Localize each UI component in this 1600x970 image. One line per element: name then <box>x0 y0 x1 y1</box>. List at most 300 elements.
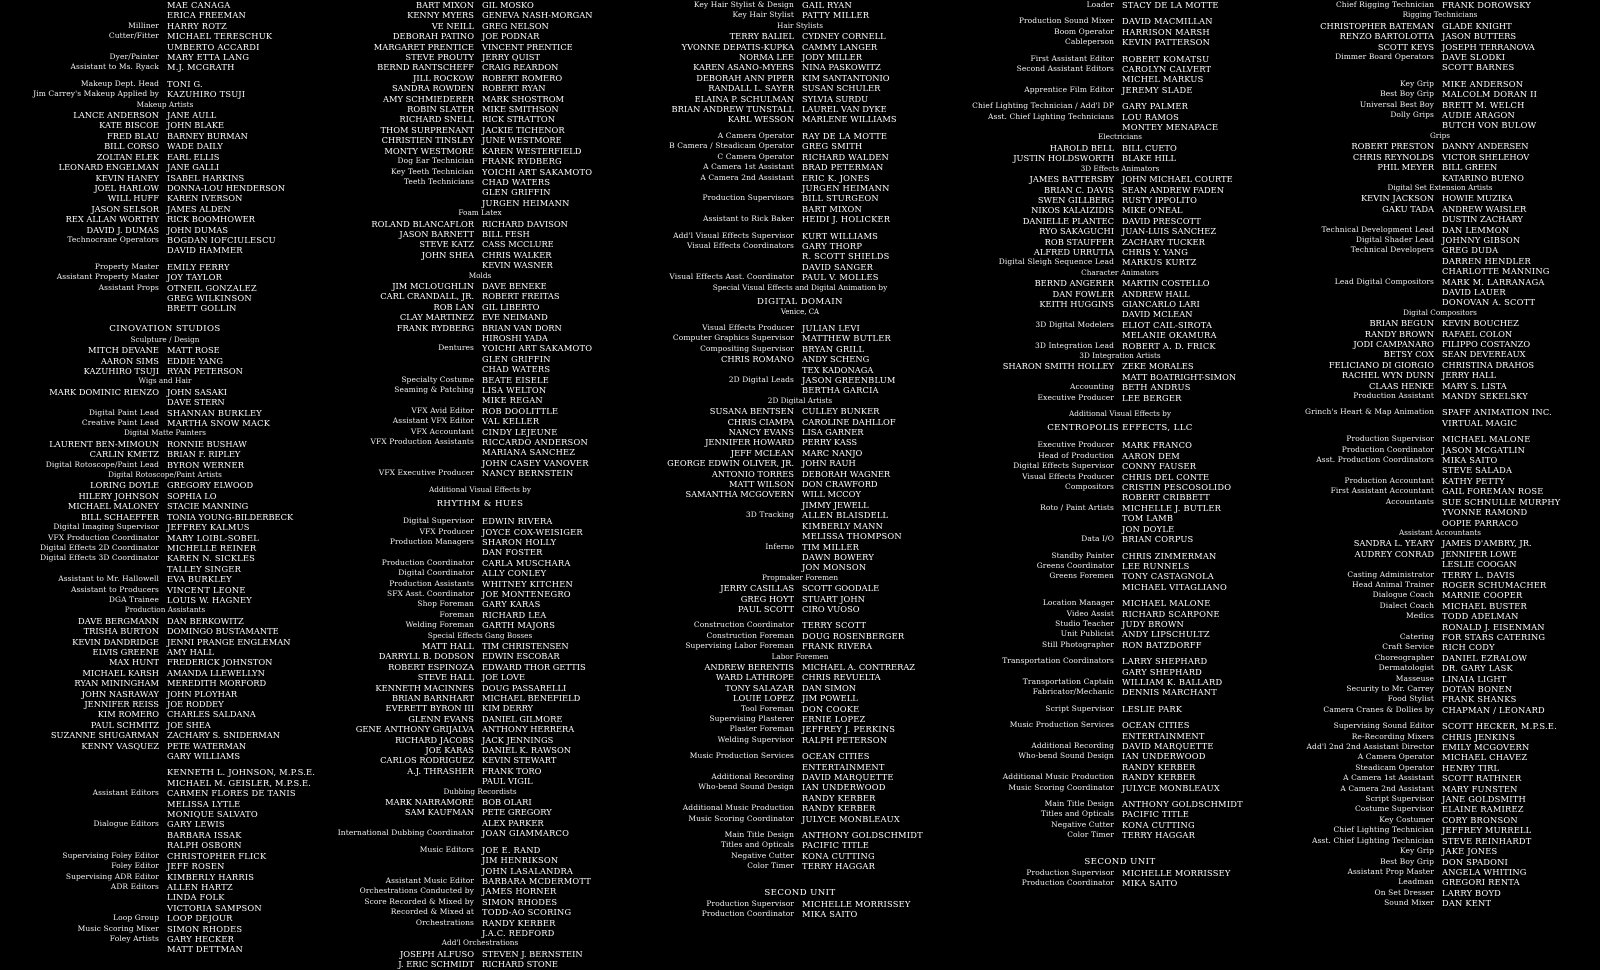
credit-name: DARREN HENDLER <box>1442 255 1531 266</box>
company-name: DIGITAL DOMAIN <box>757 296 843 307</box>
credit-role: Add'l Visual Effects Supervisor <box>673 230 794 240</box>
credit-name: BOB OLARI <box>482 797 532 808</box>
credit-name: SOPHIA LO <box>167 490 217 501</box>
name-pair <box>640 104 960 114</box>
credit-name: ROB DOOLITTLE <box>482 405 559 416</box>
credit-entry <box>1280 601 1600 611</box>
credit-entry <box>0 872 330 882</box>
credit-names <box>800 814 960 824</box>
credit-name: JASON MCGATLIN <box>1442 444 1526 455</box>
credit-names <box>1120 868 1280 878</box>
credit-entry <box>960 382 1280 392</box>
credit-role: Asst. Chief Lighting Technician <box>1311 835 1434 845</box>
credit-role: Music Scoring Coordinator <box>688 813 794 823</box>
credit-name: HAROLD BELL <box>1049 142 1114 153</box>
credit-name: GARY HECKER <box>167 933 235 944</box>
credit-name: SUZANNE SHUGARMAN <box>50 730 159 741</box>
credit-name: DAVID MACMILLAN <box>1122 16 1213 27</box>
credit-name: JOE E. RAND <box>482 844 541 855</box>
credit-name: ENTERTAINMENT <box>1122 730 1205 741</box>
section-header: Digital Set Extension Artists <box>1387 182 1493 192</box>
credit-role: Production Supervisor <box>1026 867 1114 877</box>
credit-names <box>165 262 330 272</box>
name-pair <box>320 703 640 713</box>
credit-name: KAZUHIRO TSUJI <box>83 366 159 376</box>
credit-name: DOMINGO BUSTAMANTE <box>167 626 279 637</box>
credit-role: Digital Supervisor <box>402 516 474 526</box>
name-pair <box>320 641 640 651</box>
credit-entry <box>640 782 960 803</box>
credit-name: CAROLYN CALVERT <box>1122 64 1212 75</box>
credit-name: SEAN DEVEREAUX <box>1442 349 1526 360</box>
credit-name: DON COOKE <box>802 703 860 714</box>
credit-names <box>1120 54 1280 64</box>
credit-entry <box>640 631 960 641</box>
credit-name: ELAINA P. SCHULMAN <box>694 93 794 104</box>
credit-name: OCEAN CITIES <box>1122 720 1190 731</box>
credit-name: STEVE SALADA <box>1442 465 1513 476</box>
credit-names <box>480 427 640 437</box>
credit-name: TODD-AO SCORING <box>482 907 572 918</box>
credit-name: LEONARD ENGELMAN <box>58 162 159 173</box>
credit-name: DAN FOSTER <box>482 547 543 558</box>
credit-name: LAURENT BEN-MIMOUN <box>49 438 159 449</box>
credit-name: RANDY KERBER <box>802 792 876 803</box>
credit-name: WARD LATHROPE <box>715 672 794 683</box>
name-pair <box>640 42 960 52</box>
credit-name: JOE RODDEY <box>167 699 224 709</box>
credit-names <box>1440 752 1600 762</box>
credit-name: MONIQUE SALVATO <box>167 809 258 820</box>
credit-name: DAWN BOWERY <box>802 551 875 562</box>
credit-name: BILL FESH <box>482 228 530 239</box>
section-header: Makeup Artists <box>136 99 194 109</box>
credit-name: BOGDAN IOFCIULESCU <box>167 234 276 245</box>
credit-name <box>0 397 165 407</box>
credit-entry <box>320 437 640 468</box>
name-pair <box>1280 214 1600 224</box>
credit-name: CRAIG REARDON <box>482 62 559 73</box>
credit-entry <box>1280 570 1600 580</box>
credit-role: Dialogue Coach <box>1372 590 1434 600</box>
credit-role: Greens Foremen <box>1049 571 1114 581</box>
name-pair <box>640 437 960 447</box>
name-pair <box>320 949 640 959</box>
name-pair <box>1280 193 1600 203</box>
credit-names <box>800 0 960 10</box>
credit-name: SCOTT RATHNER <box>1442 773 1522 784</box>
credit-name: RENZO BARTOLOTTA <box>1339 31 1434 42</box>
credit-names <box>1120 799 1280 809</box>
credit-name: JOHN BLAKE <box>167 120 225 131</box>
credit-names <box>1120 101 1280 111</box>
credit-name: SCOTT BARNES <box>1442 62 1515 73</box>
name-pair <box>1280 559 1600 569</box>
credit-name: LARRY SHEPHARD <box>1122 656 1208 667</box>
credit-role: Data I/O <box>1081 534 1114 544</box>
credit-name: AMY HALL <box>167 646 214 657</box>
credit-name: MICHEL MARKUS <box>1122 74 1204 85</box>
credit-role: VFX Executive Producer <box>378 468 474 478</box>
credit-entry <box>320 385 640 406</box>
credit-names <box>1120 704 1280 714</box>
credit-name: KATE BISCOE <box>99 120 159 131</box>
name-pair <box>320 323 640 333</box>
credit-name: RONALD J. EISENMAN <box>1442 621 1545 632</box>
credit-names <box>480 845 640 876</box>
credit-entry <box>960 561 1280 571</box>
name-pair <box>320 797 640 807</box>
credit-role: VFX Avid Editor <box>411 405 474 415</box>
section-header: Add'l Orchestrations <box>441 938 519 948</box>
credit-name: GAIL FOREMAN ROSE <box>1442 486 1544 497</box>
credit-name: MICHAEL BUSTER <box>1442 600 1527 611</box>
credit-entry <box>640 704 960 714</box>
credit-name <box>320 333 480 343</box>
credit-names <box>800 724 960 734</box>
credit-name: EVERETT BYRON III <box>385 703 474 714</box>
credit-name: MALCOLM DORAN II <box>1442 89 1538 100</box>
credit-entry <box>960 619 1280 629</box>
credit-role: Foley Editor <box>111 861 159 871</box>
credit-name: JASON BARNETT <box>399 228 474 239</box>
credit-name: JEFFREY KALMUS <box>167 522 250 533</box>
credit-name: PAUL SCOTT <box>737 603 794 614</box>
credit-entry <box>640 141 960 151</box>
credit-name: MATT WILSON <box>729 479 794 490</box>
credit-name: PETE WATERMAN <box>167 740 247 751</box>
credit-names <box>800 782 960 803</box>
credit-name: NINA PASKOWITZ <box>802 62 881 73</box>
credit-role: Digital Coordinator <box>398 568 474 578</box>
credit-name: VINCENT LEONE <box>167 584 246 595</box>
credits-column <box>960 0 1280 889</box>
credit-name: ROBERT ESPINOZA <box>388 661 474 672</box>
credit-role: Dialect Coach <box>1379 600 1434 610</box>
credit-names <box>1440 100 1600 110</box>
credit-name: BILL STURGEON <box>802 193 879 204</box>
credit-name: GARY SHEPHARD <box>1122 666 1203 677</box>
credit-role: Still Photographer <box>1042 639 1114 649</box>
credit-names <box>480 527 640 537</box>
credit-name: GREG WILKINSON <box>167 292 252 303</box>
credit-role: Jim Carrey's Makeup Applied by <box>33 89 159 99</box>
credit-role: C Camera Operator <box>717 151 794 161</box>
credit-names <box>480 918 640 939</box>
credit-name: JOE MONTENEGRO <box>482 588 571 599</box>
name-pair <box>320 807 640 817</box>
credit-name: RICHARD JACOBS <box>395 734 474 745</box>
credit-names <box>480 897 640 907</box>
credit-entry <box>960 687 1280 697</box>
credit-entry <box>320 845 640 876</box>
name-pair <box>0 657 330 667</box>
credit-name: CRISTIN PESCOSOLIDO <box>1122 482 1232 493</box>
credit-role: Loader <box>1086 0 1114 9</box>
credit-names <box>165 79 330 89</box>
credit-name: BRIAN BEGUN <box>1369 318 1434 329</box>
credit-entry <box>640 620 960 630</box>
credit-entry <box>0 79 330 89</box>
credit-name: MARIANA SANCHEZ <box>482 447 576 458</box>
credit-role: Visual Effects Asst. Coordinator <box>669 272 794 282</box>
credit-role: Digital Rotoscope/Paint Lead <box>45 459 159 469</box>
credit-names <box>1440 898 1600 908</box>
name-pair <box>0 449 330 459</box>
credit-names <box>1440 0 1600 10</box>
credit-name: RANDY KERBER <box>482 917 556 928</box>
credit-entry <box>1280 79 1600 89</box>
credit-name: ANDREW BERENTIS <box>704 661 794 672</box>
credit-name: HENRY TIRL <box>1442 762 1500 773</box>
credit-entry <box>640 333 960 343</box>
credit-name: WILLIAM K. BALLARD <box>1122 676 1223 687</box>
name-pair <box>640 73 960 83</box>
name-pair <box>1280 162 1600 172</box>
name-pair <box>0 120 330 130</box>
credit-name: CHRIS ZIMMERMAN <box>1122 550 1217 561</box>
credit-name: GARY PALMER <box>1122 101 1189 112</box>
credit-entry <box>640 735 960 745</box>
credit-role: Creative Paint Lead <box>81 418 159 428</box>
credit-name: ZACHARY S. SNIDERMAN <box>167 730 281 741</box>
name-pair <box>640 354 960 364</box>
credit-names <box>165 553 330 563</box>
credit-name: J. ERIC SCHMIDT <box>398 959 474 970</box>
credit-names <box>1120 687 1280 697</box>
credit-role: First Assistant Editor <box>1030 53 1114 63</box>
credit-names <box>165 924 330 934</box>
credit-names <box>1120 382 1280 392</box>
credit-names <box>1120 534 1280 544</box>
credit-name: CHRISTINA DRAHOS <box>1442 359 1535 370</box>
credit-name: BRIAN VAN DORN <box>482 322 562 333</box>
credit-name: PAUL SCHMITZ <box>90 719 159 730</box>
credit-entry <box>320 198 640 208</box>
credit-entry <box>1280 773 1600 783</box>
credit-role: Digital Effects 2D Coordinator <box>40 542 159 552</box>
credit-names <box>800 631 960 641</box>
credit-name: JAMES BATTERSBY <box>1029 174 1114 185</box>
credit-name: JENNIFER LOWE <box>1442 548 1517 559</box>
credit-entry <box>0 408 330 418</box>
credit-name: AUDREY CONRAD <box>1354 548 1434 559</box>
credit-names <box>1120 820 1280 830</box>
name-pair <box>320 281 640 291</box>
credit-names <box>1440 110 1600 131</box>
credit-entry <box>640 840 960 850</box>
credit-entry <box>960 783 1280 793</box>
credit-name: MARK FRANCO <box>1122 440 1193 451</box>
credit-name: MARY LOIBL-SOBEL <box>167 532 259 543</box>
credit-names <box>1440 732 1600 742</box>
credit-name: JUSTIN HOLDSWORTH <box>1013 153 1114 164</box>
credit-name: SEAN ANDREW FADEN <box>1122 184 1224 195</box>
credit-name: EVE NEIMAND <box>482 312 548 323</box>
credit-role: Additional Music Production <box>682 803 794 813</box>
name-pair <box>320 766 640 776</box>
credit-role: Best Boy Grip <box>1380 89 1434 99</box>
credit-role: Key Teeth Technician <box>390 166 474 176</box>
credit-role: Digital Sleigh Sequence Lead <box>998 257 1114 267</box>
credit-entry <box>1280 245 1600 276</box>
credit-name: JERRY QUIST <box>482 52 541 63</box>
credit-name <box>0 751 165 761</box>
credit-name: MATT DETTMAN <box>167 944 243 955</box>
credit-role: Medics <box>1406 611 1434 621</box>
name-pair <box>320 714 640 724</box>
credit-name <box>640 365 800 375</box>
name-pair <box>1280 381 1600 391</box>
credit-role: On Set Dresser <box>1374 887 1434 897</box>
credit-name: KATARINO BUENO <box>1442 172 1524 183</box>
credit-names <box>480 198 640 208</box>
credit-name: MELANIE OKAMURA <box>1122 330 1217 341</box>
credit-role: Specialty Costume <box>401 374 474 384</box>
credit-role: Supervising ADR Editor <box>65 871 159 881</box>
credit-name: DANNY ANDERSEN <box>1442 141 1529 152</box>
name-pair <box>640 683 960 693</box>
credit-role: Technocrane Operators <box>67 234 159 244</box>
credit-entry <box>0 882 330 913</box>
credit-name: CHRISTIEN TINSLEY <box>381 135 474 146</box>
credit-names <box>1440 674 1600 684</box>
credit-name: MIKE SMITHSON <box>482 104 559 115</box>
credit-role: A Camera 2nd Assistant <box>1340 783 1434 793</box>
credit-names <box>165 418 330 428</box>
credit-name: DANIEL EZRALOW <box>1442 652 1528 663</box>
credit-entry <box>640 323 960 333</box>
credit-entry <box>1280 632 1600 642</box>
credit-name: OOPIE PARRACO <box>1442 517 1519 528</box>
credit-name: KENNY MYERS <box>407 10 474 21</box>
credit-name: JIMMY JEWELL <box>802 499 869 510</box>
credit-entry <box>320 167 640 177</box>
credit-names <box>800 10 960 20</box>
credit-name: JURGEN HEIMANN <box>482 197 570 208</box>
credit-names <box>800 173 960 183</box>
credit-role: Compositors <box>1065 482 1114 492</box>
credit-entry <box>1280 857 1600 867</box>
credit-names <box>1120 571 1280 592</box>
credit-role: 3D Integration Lead <box>1034 340 1114 350</box>
credit-names <box>165 533 330 543</box>
name-pair <box>320 83 640 93</box>
name-pair <box>0 214 330 224</box>
credit-name: ALLEN HARTZ <box>167 881 233 892</box>
credit-name <box>1280 214 1440 224</box>
credit-names <box>165 31 330 52</box>
credit-role: Food Stylist <box>1387 694 1434 704</box>
credit-name: MARK M. LARRANAGA <box>1442 276 1545 287</box>
credit-names <box>1120 461 1280 471</box>
name-pair <box>0 131 330 141</box>
credit-entry <box>0 595 330 605</box>
credit-name: KEVIN PATTERSON <box>1122 37 1211 48</box>
name-pair <box>320 755 640 765</box>
credit-name: WILL HUFF <box>107 193 159 204</box>
credit-name: DON CRAWFORD <box>802 479 878 490</box>
credit-name: PACIFIC TITLE <box>1122 809 1189 820</box>
credit-names <box>1120 619 1280 629</box>
credit-name: SHARON SMITH HOLLEY <box>1002 361 1114 372</box>
credit-name: BARBARA MCDERMOTT <box>482 875 592 886</box>
credit-entry <box>640 241 960 272</box>
credit-name: MEREDITH MORFORD <box>167 678 267 689</box>
credit-name: TIM MILLER <box>802 541 860 552</box>
credit-name: STEVEN J. BERNSTEIN <box>482 948 583 959</box>
credit-name: KIMBERLY HARRIS <box>167 871 255 882</box>
credit-name: NANCY EVANS <box>728 427 794 438</box>
credit-entry <box>960 482 1280 503</box>
credit-name: MITCH DEVANE <box>88 345 159 356</box>
credit-role: Apprentice Film Editor <box>1024 84 1114 94</box>
credit-name: MICHAEL MALONE <box>1122 598 1211 609</box>
credit-role: Score Recorded & Mixed by <box>364 896 474 906</box>
credit-names <box>1440 407 1600 428</box>
credit-role: 3D Tracking <box>745 510 794 520</box>
credit-entry <box>0 851 330 861</box>
credit-name: LOOP DEJOUR <box>167 913 233 924</box>
name-pair <box>320 219 640 229</box>
credit-entry <box>1280 391 1600 401</box>
credit-name: NORMA LEE <box>738 52 794 63</box>
credit-name: KEVIN HANEY <box>95 172 159 183</box>
credit-entry <box>640 173 960 183</box>
name-pair <box>640 62 960 72</box>
credit-role: Makeup Dept. Head <box>80 78 159 88</box>
credit-name: DEBORAH WAGNER <box>802 468 891 479</box>
credit-entry <box>320 876 640 886</box>
credit-name: ZOLTAN ELEK <box>96 151 159 162</box>
credit-role: A Camera Operator <box>717 130 794 140</box>
credit-role: Technical Developers <box>1350 245 1434 255</box>
credit-names <box>800 214 960 224</box>
credit-names <box>1120 751 1280 772</box>
credit-name: MARY FUNSTEN <box>1442 783 1518 794</box>
credit-name: JOHN RAUH <box>802 458 856 469</box>
credit-name: SANDRA ROWDEN <box>391 83 474 94</box>
credit-entry <box>960 799 1280 809</box>
credit-name: JACKIE TICHENOR <box>482 124 565 135</box>
name-pair <box>0 720 330 730</box>
credit-name: FRANK RYDBERG <box>482 156 562 167</box>
credit-name: EDWIN RIVERA <box>482 516 553 527</box>
credit-name: PERRY KASS <box>802 437 858 448</box>
credit-names <box>480 177 640 198</box>
name-pair <box>320 776 640 786</box>
credit-names <box>1120 393 1280 403</box>
credit-name: ISABEL HARKINS <box>167 172 245 183</box>
credit-role: Assistant Editors <box>92 788 159 798</box>
credit-name: MATT ROSE <box>167 345 220 356</box>
credit-name: FRANK TORO <box>482 765 542 776</box>
credit-name: GREGORI RENTA <box>1442 877 1520 888</box>
credit-role: Location Manager <box>1042 598 1114 608</box>
credit-entry <box>1280 674 1600 684</box>
credit-entry <box>1280 100 1600 110</box>
credit-names <box>1120 112 1280 133</box>
credit-entry <box>0 262 330 272</box>
credit-name: JANE GALLI <box>167 162 220 173</box>
credit-names <box>1440 570 1600 580</box>
credit-names <box>480 876 640 886</box>
credit-entry <box>640 751 960 772</box>
credit-name: JOHNNY GIBSON <box>1442 234 1521 245</box>
credit-name: VIRTUAL MAGIC <box>1442 417 1518 428</box>
name-pair <box>0 193 330 203</box>
credit-name: DAVE BENEKE <box>482 280 547 291</box>
